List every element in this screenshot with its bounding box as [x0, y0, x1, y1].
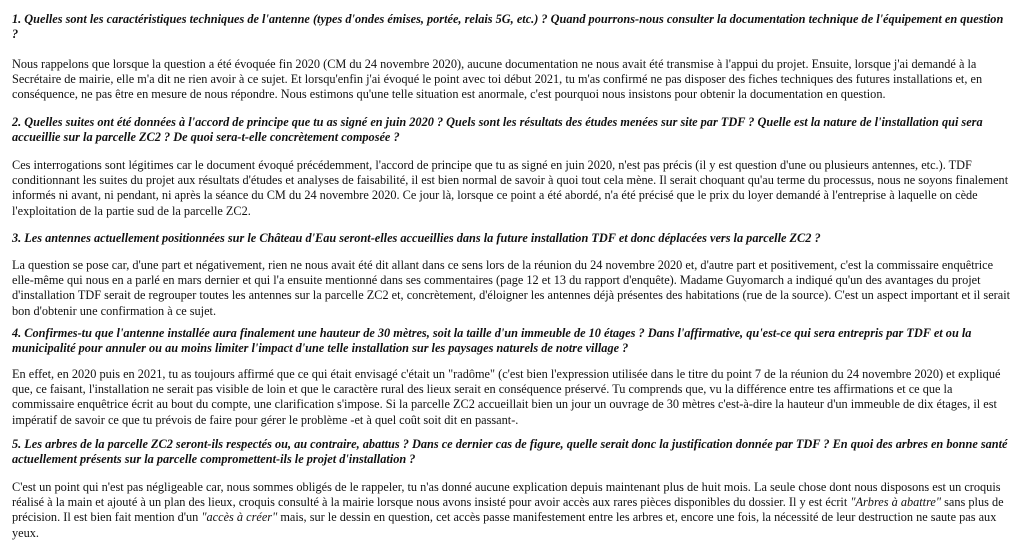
answer-5-text-3: mais, sur le dessin en question, cet accès passe manifestement entre les arbres et, encore une fois, la nécessité de leur destruction ne saute pas aux yeux.	[12, 510, 997, 540]
answer-5-text-2: sans plus de précision. Il est bien fait mention d'un	[12, 495, 1004, 525]
question-4: 4. Confirmes-tu que l'antenne installée aura finalement une hauteur de 30 mètres, soit la taille d'un immeuble de 10 étages ? Dans l'affirmative, qu'est-ce qui sera entrepris par TDF et ou la municipalité pour annuler ou au moins limiter l'impact d'une telle installation sur les paysages naturels de notre village ?	[12, 326, 972, 356]
answer-5-quote-acces: "accès à créer"	[201, 510, 278, 525]
answer-1: Nous rappelons que lorsque la question a été évoquée fin 2020 (CM du 24 novembre 2020), aucune documentation ne nous avait été transmise à l'appui du projet. Ensuite, lorsque j'ai demandé à la Secrétaire de mairie, elle m'a dit ne rien avoir à ce sujet. Et lorsqu'enfin j'ai évoqué le point avec toi début 2021, tu m'as confirmé ne pas disposer des fiches techniques des futures installations et, en conséquence, ne pas être en mesure de nous répondre. Nous estimons qu'une telle situation est anormale, c'est pourquoi nous insistons pour obtenir la documentation en question.	[12, 57, 983, 102]
answer-4: En effet, en 2020 puis en 2021, tu as toujours affirmé que ce qui était envisagé c'était un "radôme" (c'est bien l'expression utilisée dans le titre du point 7 de la réunion du 24 novembre 2020) et expliqué que, ce faisant, l'installation ne serait pas visible de loin et que le caractère rural des lieux serait en conséquence préservé. Tu comprends que, vu la différence entre tes affirmations et ce que la commissaire enquêtrice écrit au bout du compte, une clarification s'impose. Si la parcelle ZC2 accueillait bien un jour un ouvrage de 30 mètres c'est-à-dire la hauteur d'un immeuble de dix étages, il est impératif de savoir ce que tu prévois de faire pour gérer le problème -et à quel coût soit dit en passant-.	[12, 367, 1001, 427]
answer-5-text-1: C'est un point qui n'est pas négligeable car, nous sommes obligés de le rappeler, tu n'as donné aucune explication depuis maintenant plus de huit mois. La seule chose dont nous disposons est un croquis réalisé à la main et ajouté à un plan des lieux, croquis consulté à la mairie lorsque nous avons insisté pour avoir accès aux rares pièces disponibles du dossier. Il y est écrit	[12, 480, 1001, 510]
answer-3: La question se pose car, d'une part et négativement, rien ne nous avait été dit allant dans ce sens lors de la réunion du 24 novembre 2020 et, d'autre part et positivement, c'est la commissaire enquêtrice elle-même qui nous en a parlé en mars dernier et qui l'a ensuite mentionné dans ses commentaires (page 12 et 13 du rapport d'enquête). Madame Guyomarch a indiqué qu'un des avantages du projet d'installation TDF serait de regrouper toutes les antennes sur la parcelle ZC2 et, concrètement, d'éloigner les antennes déjà présentes des habitations (rue de la source). C'est un aspect important et il serait bon d'obtenir une confirmation à ce sujet.	[12, 258, 1011, 318]
answer-5-quote-arbres: "Arbres à abattre"	[850, 495, 942, 510]
question-5: 5. Les arbres de la parcelle ZC2 seront-ils respectés ou, au contraire, abattus ? Dans ce dernier cas de figure, quelle serait donc la justification donnée par TDF ? En quoi des arbres en bonne santé actuellement présents sur la parcelle compromettent-ils le projet d'installation ?	[12, 437, 1008, 467]
question-2: 2. Quelles suites ont été données à l'accord de principe que tu as signé en juin 2020 ? Quels sont les résultats des études menées sur site par TDF ? Quelle est la nature de l'installation qui sera accueillie sur la parcelle ZC2 ? De quoi sera-t-elle concrètement composée ?	[12, 115, 983, 145]
question-3: 3. Les antennes actuellement positionnées sur le Château d'Eau seront-elles accueillies dans la future installation TDF et donc déplacées vers la parcelle ZC2 ?	[12, 231, 821, 245]
answer-5	[12, 480, 1012, 541]
question-1: 1. Quelles sont les caractéristiques techniques de l'antenne (types d'ondes émises, portée, relais 5G, etc.) ? Quand pourrons-nous consulter la documentation technique de l'équipement en question ?	[12, 12, 1004, 42]
answer-2: Ces interrogations sont légitimes car le document évoqué précédemment, l'accord de principe que tu as signé en juin 2020, n'est pas précis (il y est question d'une ou plusieurs antennes, etc.). TDF conditionnant les suites du projet aux résultats d'études et analyses de faisabilité, il est bien normal de savoir à quoi tout cela mène. Il serait choquant qu'au terme du processus, nous ne soyons finalement informés ni avant, ni pendant, ni après la séance du CM du 24 novembre 2020. Ce jour là, lorsque ce point a été abordé, n'a été précisé que le prix du loyer demandé à l'entreprise à laquelle on cède l'exploitation de la partie sud de la parcelle ZC2.	[12, 158, 1009, 218]
